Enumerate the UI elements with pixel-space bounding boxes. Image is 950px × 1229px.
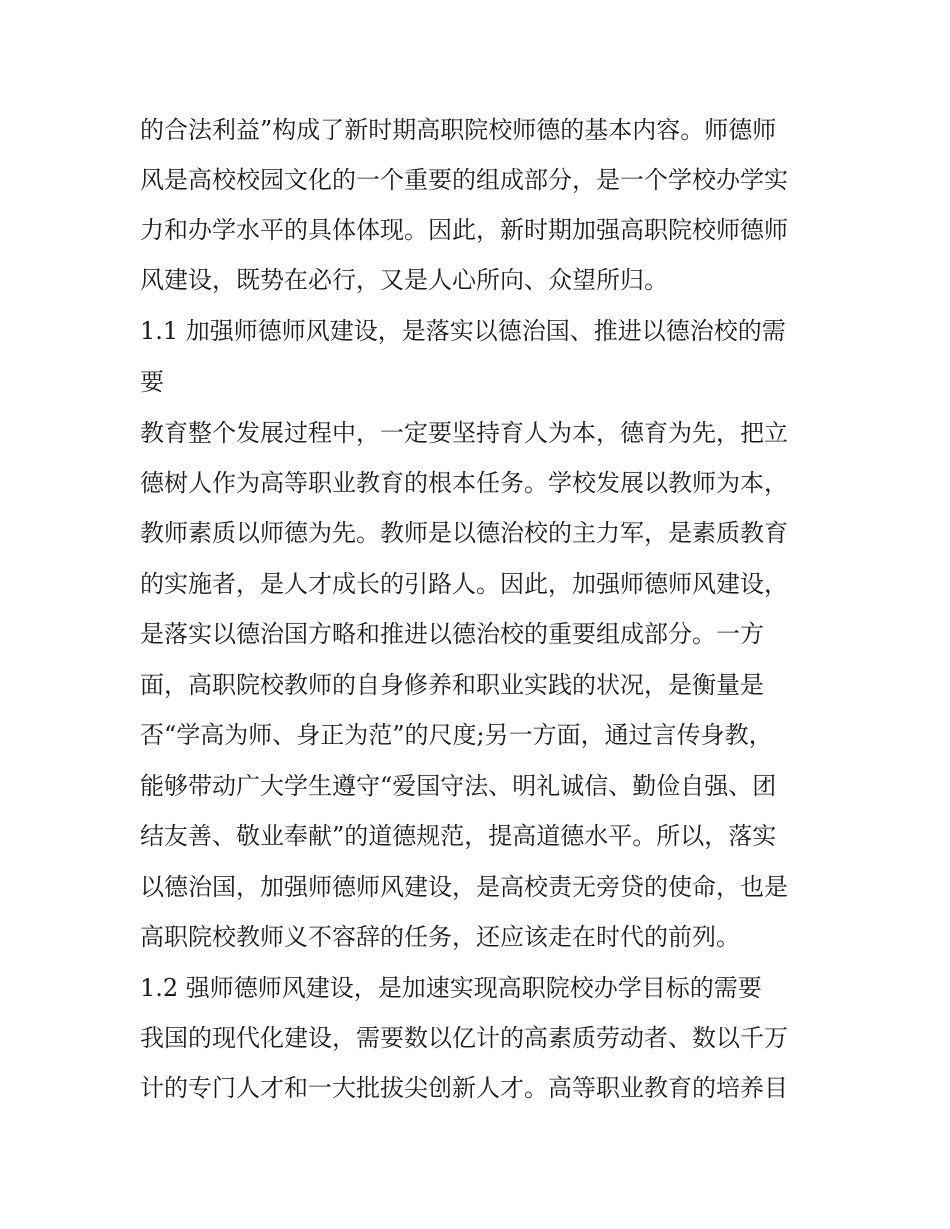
section-heading-1-1: 1.1 加强师德师风建设，是落实以德治国、推进以德治校的需 (140, 317, 786, 345)
text-line: 的合法利益”构成了新时期高职院校师德的基本内容。师德师 (140, 116, 777, 144)
text-line: 风是高校校园文化的一个重要的组成部分，是一个学校办学实 (140, 166, 788, 194)
text-line: 以德治国，加强师德师风建设，是高校责无旁贷的使命，也是 (140, 873, 788, 901)
text-line: 教育整个发展过程中，一定要坚持育人为本，德育为先，把立 (140, 419, 788, 447)
text-line: 计的专门人才和一大批拔尖创新人才。高等职业教育的培养目 (140, 1074, 788, 1102)
text-line: 的实施者，是人才成长的引路人。因此，加强师德师风建设， (140, 570, 788, 598)
section-heading-1-2: 1.2 强师德师风建设，是加速实现高职院校办学目标的需要 (140, 974, 762, 1002)
text-line: 高职院校教师义不容辞的任务，还应该走在时代的前列。 (140, 923, 740, 951)
text-line: 力和办学水平的具体体现。因此，新时期加强高职院校师德师 (140, 216, 788, 244)
text-line: 结友善、敬业奉献”的道德规范，提高道德水平。所以，落实 (140, 822, 777, 850)
text-line: 教师素质以师德为先。教师是以德治校的主力军，是素质教育 (140, 519, 788, 547)
section-heading-1-1-continued: 要 (140, 368, 164, 396)
text-line: 风建设，既势在必行，又是人心所向、众望所归。 (140, 266, 668, 294)
text-line: 面，高职院校教师的自身修养和职业实践的状况，是衡量是 (140, 671, 764, 699)
text-line: 否“学高为师、身正为范”的尺度;另一方面，通过言传身教， (140, 721, 773, 749)
text-line: 我国的现代化建设，需要数以亿计的高素质劳动者、数以千万 (140, 1024, 788, 1052)
text-line: 是落实以德治国方略和推进以德治校的重要组成部分。一方 (140, 620, 764, 648)
text-line: 德树人作为高等职业教育的根本任务。学校发展以教师为本， (140, 469, 788, 497)
text-line: 能够带动广大学生遵守“爱国守法、明礼诚信、勤俭自强、团 (140, 772, 777, 800)
